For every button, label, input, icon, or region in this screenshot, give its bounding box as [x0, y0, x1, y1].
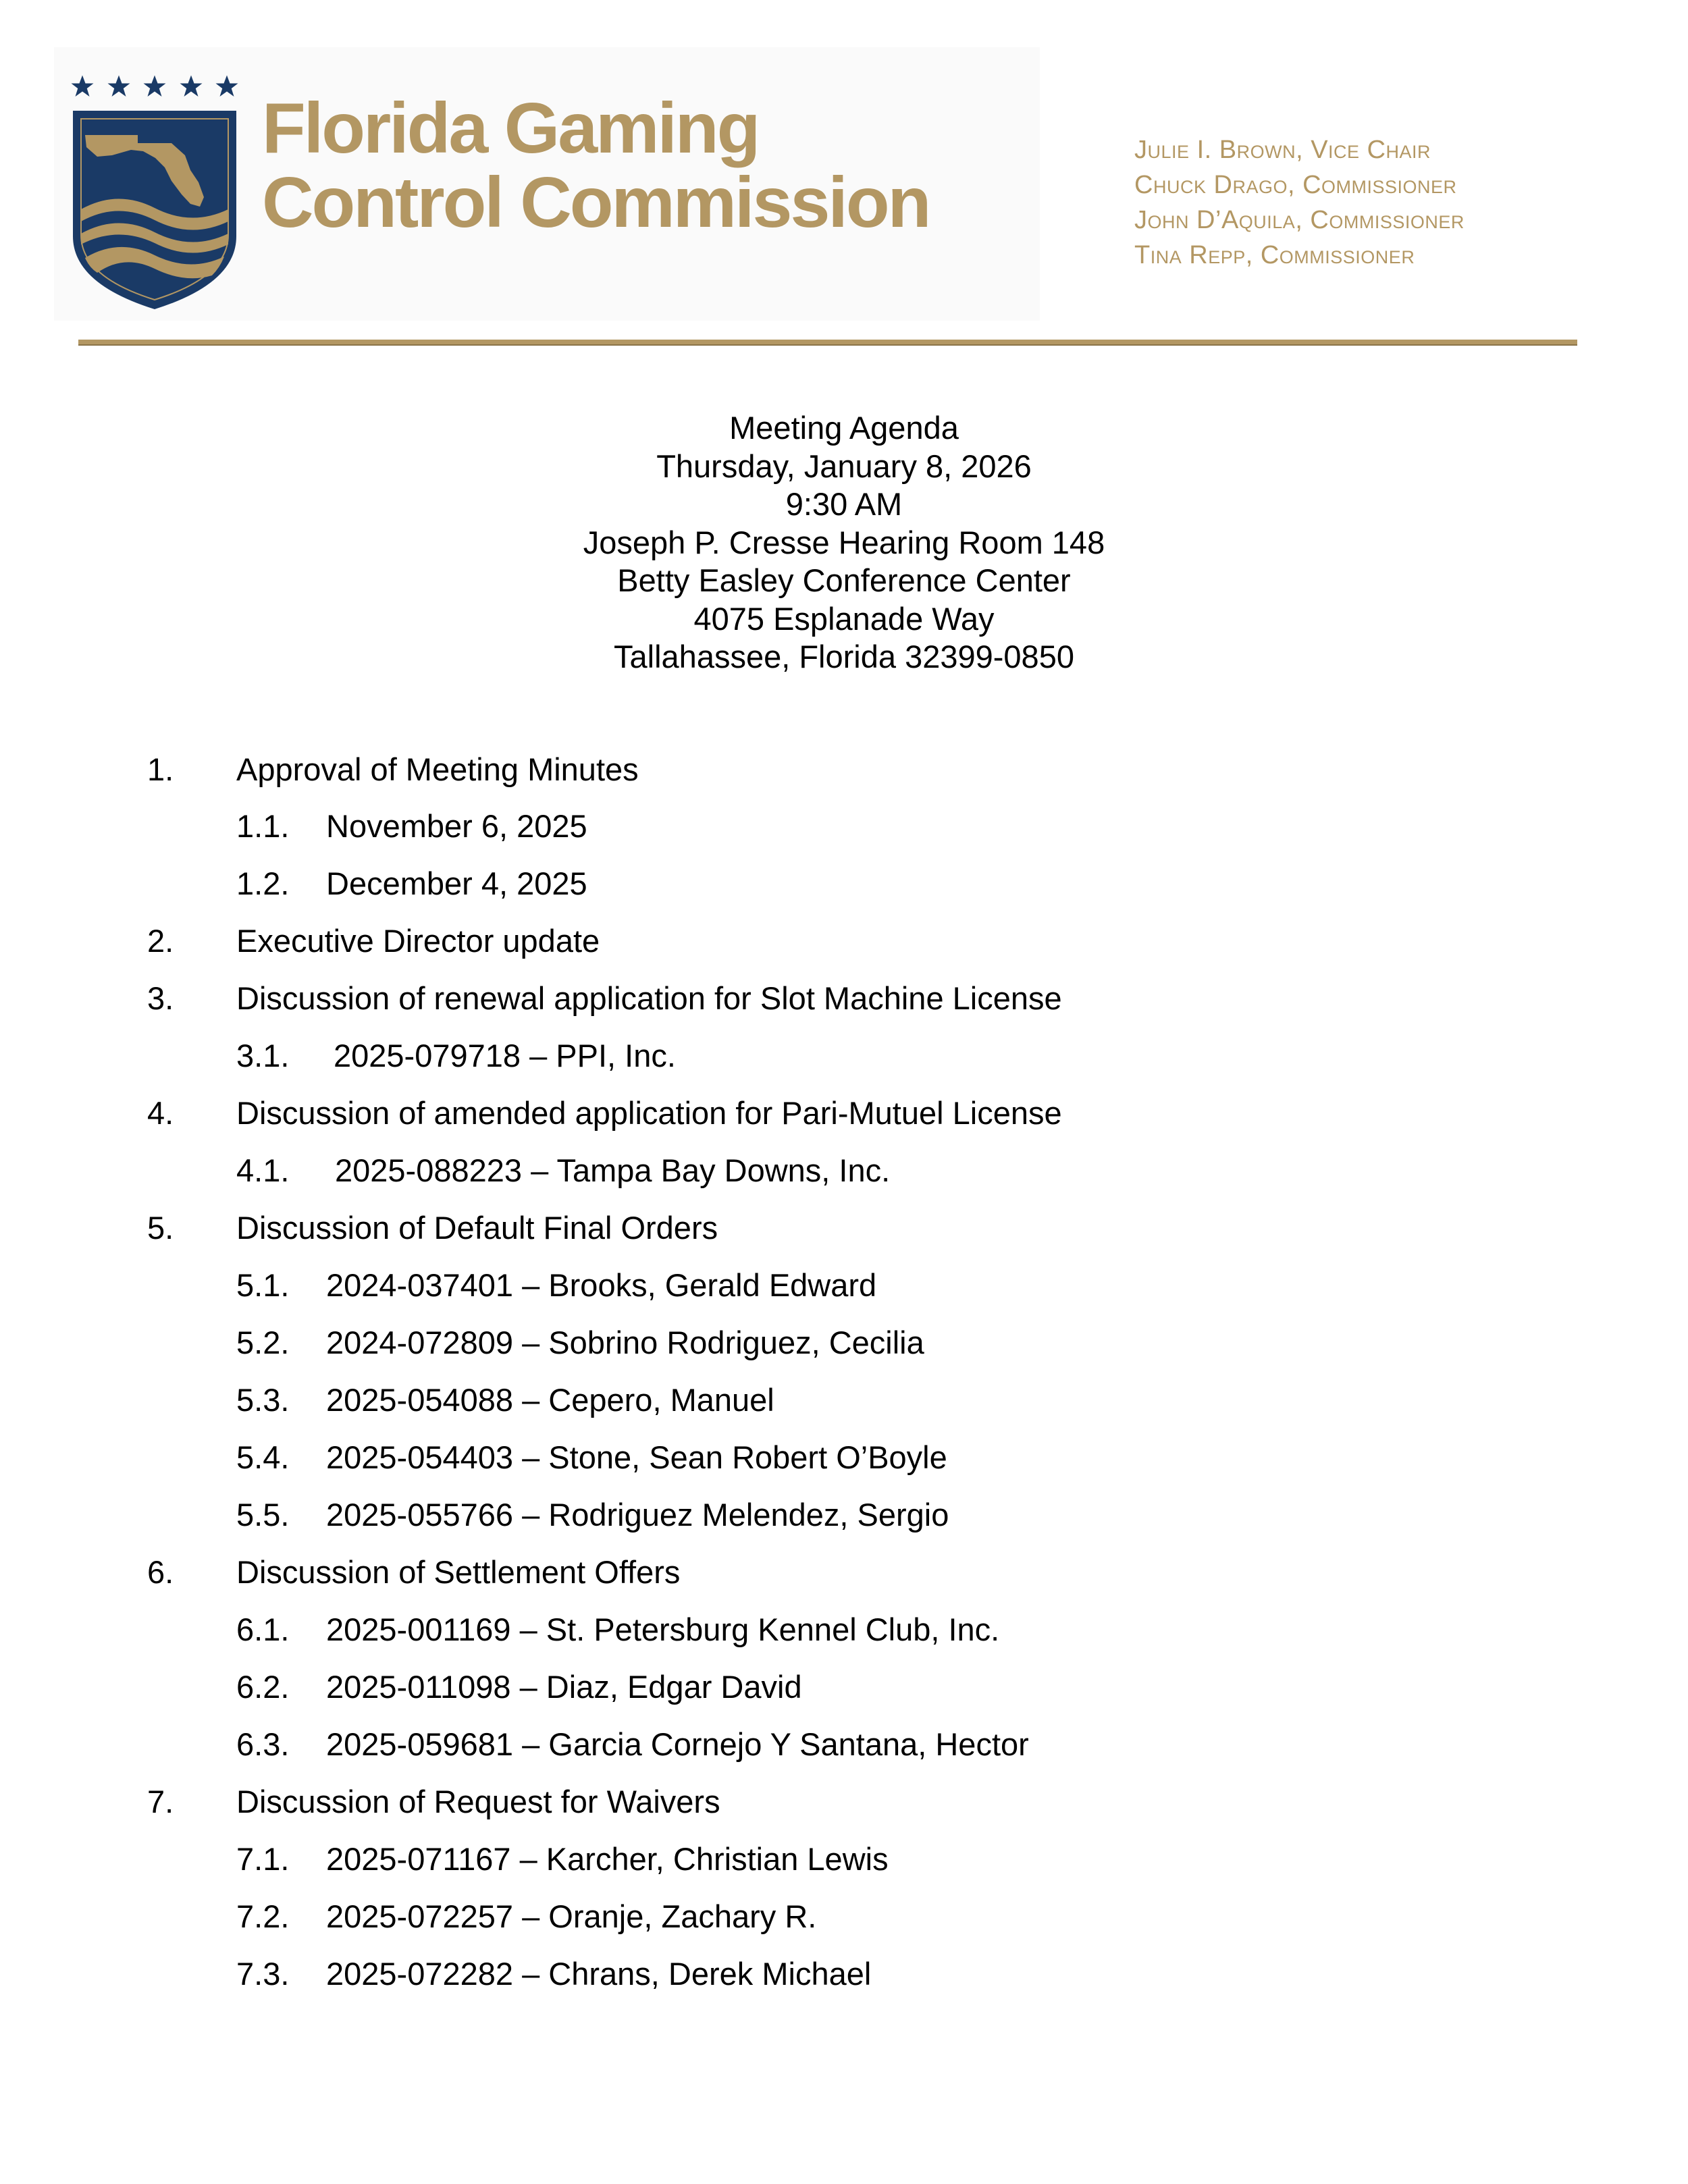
- subitem-number: 1.1.: [236, 808, 290, 844]
- subitem-number: 6.3.: [236, 1726, 290, 1762]
- agenda-item-number: 2.: [147, 923, 174, 959]
- subitem-number: 5.1.: [236, 1267, 290, 1303]
- meeting-date: Thursday, January 8, 2026: [656, 448, 1032, 484]
- agenda-item-number: 1.: [147, 751, 174, 787]
- subitem-text: 2025-079718 – PPI, Inc.: [334, 1038, 676, 1073]
- agenda-item-number: 3.: [147, 980, 174, 1016]
- subitem-number: 7.3.: [236, 1956, 290, 1992]
- subitem-number: 3.1.: [236, 1038, 290, 1073]
- subitem-text: 2024-037401 – Brooks, Gerald Edward: [326, 1267, 877, 1303]
- agenda-item-title: Approval of Meeting Minutes: [236, 751, 639, 787]
- subitem-number: 5.3.: [236, 1382, 290, 1418]
- commissioner-name: Chuck Drago, Commissioner: [1134, 171, 1457, 199]
- subitem-text: December 4, 2025: [326, 865, 587, 901]
- meeting-city: Tallahassee, Florida 32399-0850: [614, 639, 1074, 674]
- agenda-item-number: 6.: [147, 1554, 174, 1590]
- subitem-text: 2025-072257 – Oranje, Zachary R.: [326, 1898, 817, 1934]
- subitem-text: 2025-059681 – Garcia Cornejo Y Santana, Hector: [326, 1726, 1029, 1762]
- subitem-text: 2025-054088 – Cepero, Manuel: [326, 1382, 774, 1418]
- meeting-building: Betty Easley Conference Center: [617, 562, 1071, 598]
- agenda-item-title: Executive Director update: [236, 923, 600, 959]
- commissioner-name: John D’Aquila, Commissioner: [1134, 206, 1465, 234]
- subitem-number: 6.1.: [236, 1612, 290, 1647]
- subitem-number: 1.2.: [236, 865, 290, 901]
- subitem-text: 2024-072809 – Sobrino Rodriguez, Cecilia: [326, 1325, 924, 1360]
- subitem-text: 2025-088223 – Tampa Bay Downs, Inc.: [335, 1152, 891, 1188]
- subitem-number: 5.5.: [236, 1497, 290, 1533]
- agenda-item-number: 4.: [147, 1095, 174, 1131]
- meeting-title: Meeting Agenda: [729, 410, 959, 446]
- brand-line-1: Florida Gaming: [262, 88, 759, 168]
- agenda-item-title: Discussion of Default Final Orders: [236, 1210, 718, 1246]
- subitem-number: 7.2.: [236, 1898, 290, 1934]
- meeting-time: 9:30 AM: [785, 486, 903, 522]
- subitem-text: 2025-001169 – St. Petersburg Kennel Club, Inc.: [326, 1612, 1000, 1647]
- subitem-text: 2025-071167 – Karcher, Christian Lewis: [326, 1841, 889, 1877]
- subitem-number: 5.4.: [236, 1439, 290, 1475]
- agenda-item-title: Discussion of amended application for Pari-Mutuel License: [236, 1095, 1062, 1131]
- commissioner-name: Julie I. Brown, Vice Chair: [1134, 136, 1431, 164]
- brand-line-2: Control Commission: [262, 163, 930, 242]
- subitem-text: 2025-072282 – Chrans, Derek Michael: [326, 1956, 872, 1992]
- agenda-item-title: Discussion of renewal application for Slot Machine License: [236, 980, 1062, 1016]
- subitem-text: 2025-011098 – Diaz, Edgar David: [326, 1669, 802, 1705]
- subitem-text: November 6, 2025: [326, 808, 587, 844]
- meeting-street: 4075 Esplanade Way: [693, 600, 995, 637]
- meeting-room: Joseph P. Cresse Hearing Room 148: [583, 524, 1105, 560]
- subitem-text: 2025-054403 – Stone, Sean Robert O’Boyle: [326, 1439, 947, 1475]
- commissioner-name: Tina Repp, Commissioner: [1134, 241, 1415, 269]
- subitem-number: 7.1.: [236, 1841, 290, 1877]
- subitem-number: 6.2.: [236, 1669, 290, 1705]
- agenda-item-number: 7.: [147, 1784, 174, 1819]
- subitem-number: 4.1.: [236, 1152, 290, 1188]
- agenda-item-number: 5.: [147, 1210, 174, 1246]
- agenda-item-title: Discussion of Request for Waivers: [236, 1784, 720, 1819]
- subitem-text: 2025-055766 – Rodriguez Melendez, Sergio: [326, 1497, 949, 1533]
- agenda-item-title: Discussion of Settlement Offers: [236, 1554, 681, 1590]
- subitem-number: 5.2.: [236, 1325, 290, 1360]
